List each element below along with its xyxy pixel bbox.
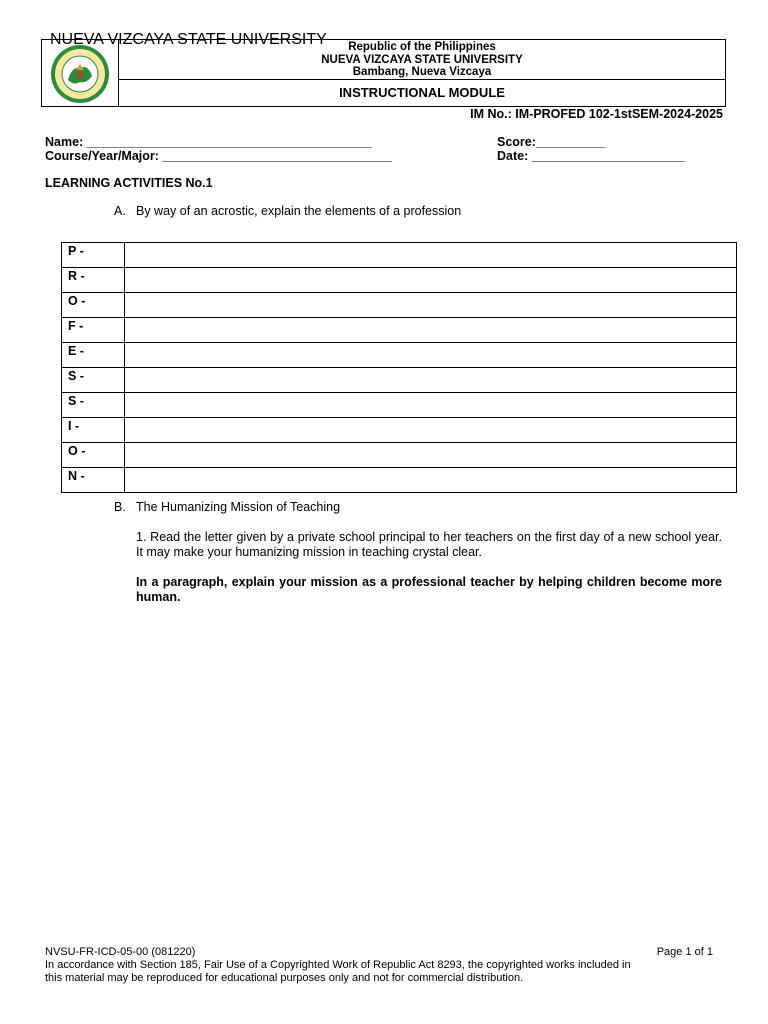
acrostic-letter: F - bbox=[62, 318, 125, 343]
acrostic-answer-cell[interactable] bbox=[125, 368, 737, 393]
seal-text: NUEVA VIZCAYA STATE UNIVERSITY bbox=[50, 31, 327, 48]
acrostic-row bbox=[62, 293, 737, 318]
acrostic-answer-cell[interactable] bbox=[125, 343, 737, 368]
module-title: INSTRUCTIONAL MODULE bbox=[339, 85, 505, 100]
acrostic-letter: R - bbox=[62, 268, 125, 293]
task-paragraph: In a paragraph, explain your mission as a professional teacher by helping children become more human. bbox=[136, 575, 722, 604]
score-field[interactable]: Score:__________ bbox=[497, 135, 606, 149]
item-a-marker: A. bbox=[114, 204, 126, 218]
im-number: IM No.: IM-PROFED 102-1stSEM-2024-2025 bbox=[470, 107, 723, 121]
logo-cell bbox=[42, 31, 327, 106]
acrostic-row bbox=[62, 393, 737, 418]
university-seal-icon bbox=[50, 31, 327, 104]
acrostic-answer-cell[interactable] bbox=[125, 243, 737, 268]
name-field[interactable]: Name: _________________________________________ bbox=[45, 135, 372, 149]
acrostic-row bbox=[62, 318, 737, 343]
acrostic-row bbox=[62, 468, 737, 493]
acrostic-letter: O - bbox=[62, 443, 125, 468]
institution-address-block bbox=[119, 40, 725, 80]
copyright-notice-line1: In accordance with Section 185, Fair Use of a Copyrighted Work of Republic Act 8293, the copyrighted works included in bbox=[45, 959, 631, 971]
acrostic-letter: I - bbox=[62, 418, 125, 443]
item-a-text: By way of an acrostic, explain the elements of a profession bbox=[136, 204, 462, 218]
instruction-paragraph: 1. Read the letter given by a private school principal to her teachers on the first day of a new school year. It may make your humanizing mission in teaching crystal clear. bbox=[136, 530, 722, 559]
acrostic-answer-cell[interactable] bbox=[125, 418, 737, 443]
item-b bbox=[114, 500, 340, 514]
university-name: NUEVA VIZCAYA STATE UNIVERSITY bbox=[321, 53, 523, 66]
document-header bbox=[41, 31, 726, 107]
copyright-notice-line2: this material may be reproduced for educational purposes only and not for commercial distribution. bbox=[45, 972, 524, 984]
acrostic-row bbox=[62, 368, 737, 393]
acrostic-answer-cell[interactable] bbox=[125, 443, 737, 468]
item-b-text: The Humanizing Mission of Teaching bbox=[136, 500, 341, 514]
acrostic-row bbox=[62, 343, 737, 368]
acrostic-row bbox=[62, 418, 737, 443]
acrostic-letter: N - bbox=[62, 468, 125, 493]
acrostic-table bbox=[61, 242, 737, 493]
acrostic-answer-cell[interactable] bbox=[125, 268, 737, 293]
form-code: NVSU-FR-ICD-05-00 (081220) bbox=[45, 946, 196, 958]
acrostic-letter: E - bbox=[62, 343, 125, 368]
acrostic-row bbox=[62, 243, 737, 268]
acrostic-answer-cell[interactable] bbox=[125, 293, 737, 318]
acrostic-letter: P - bbox=[62, 243, 125, 268]
acrostic-answer-cell[interactable] bbox=[125, 468, 737, 493]
item-b-marker: B. bbox=[114, 500, 126, 514]
republic-line: Republic of the Philippines bbox=[348, 41, 496, 53]
date-field[interactable]: Date: ______________________ bbox=[497, 149, 685, 163]
acrostic-row bbox=[62, 268, 737, 293]
university-location: Bambang, Nueva Vizcaya bbox=[352, 66, 492, 78]
acrostic-row bbox=[62, 443, 737, 468]
acrostic-answer-cell[interactable] bbox=[125, 393, 737, 418]
acrostic-letter: S - bbox=[62, 393, 125, 418]
item-a bbox=[114, 204, 461, 218]
acrostic-letter: O - bbox=[62, 293, 125, 318]
acrostic-answer-cell[interactable] bbox=[125, 318, 737, 343]
section-title: LEARNING ACTIVITIES No.1 bbox=[45, 176, 213, 190]
course-field[interactable]: Course/Year/Major: _________________________________ bbox=[45, 149, 392, 163]
acrostic-letter: S - bbox=[62, 368, 125, 393]
page-number: Page 1 of 1 bbox=[656, 946, 713, 958]
